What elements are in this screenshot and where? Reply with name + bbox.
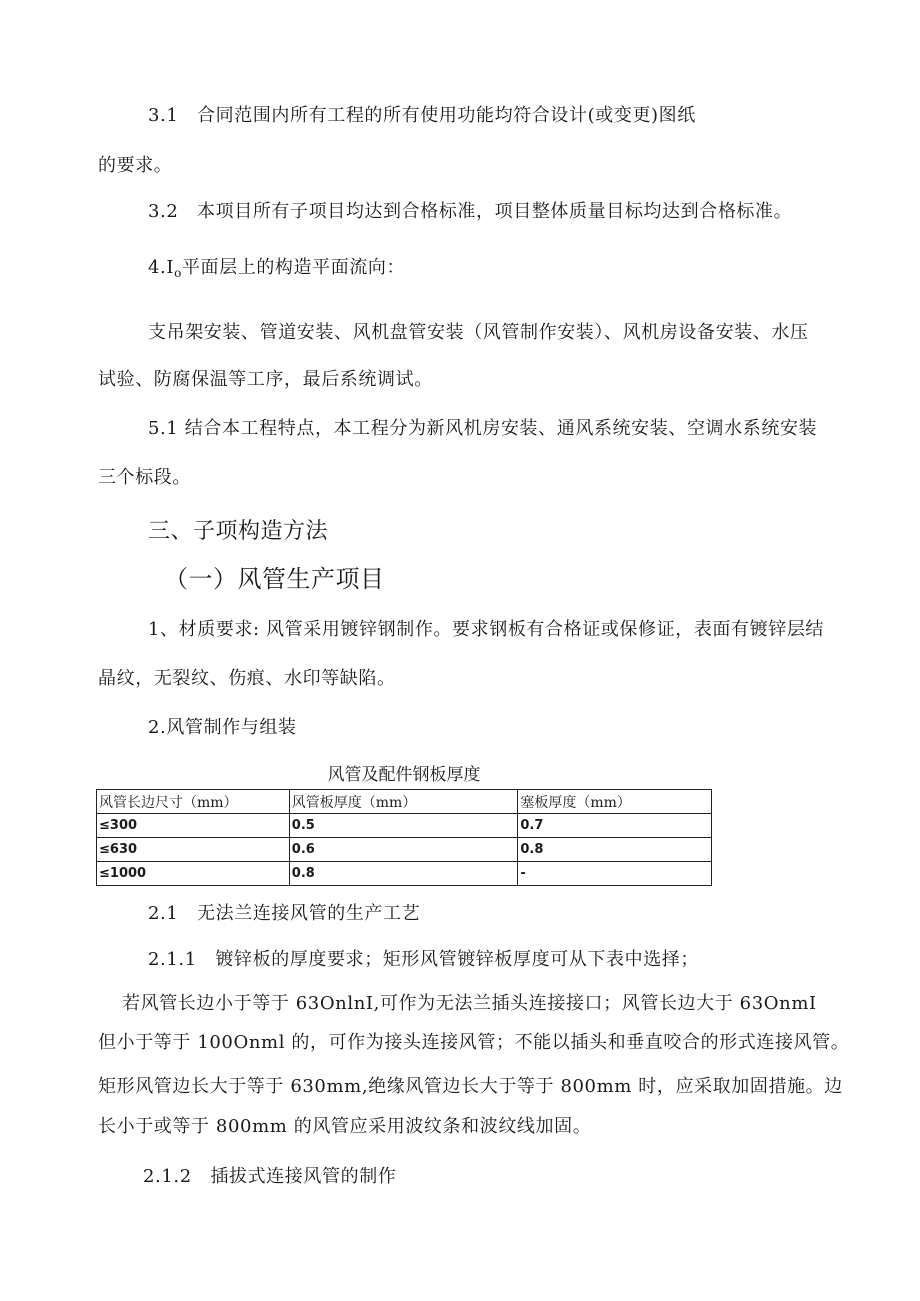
table-cell: 0.8 (518, 838, 712, 862)
table-caption: 风管及配件钢板厚度 (327, 765, 481, 785)
table-row (97, 862, 712, 886)
section-3-title: 三、子项构造方法 (148, 519, 329, 544)
table-cell: 0.8 (289, 862, 518, 886)
flow-line1: 支吊架安装、管道安装、风机盘管安装（风管制作安装）、风机房设备安装、水压 (148, 322, 809, 343)
table-header-row (97, 790, 712, 814)
table-cell: 0.7 (518, 814, 712, 838)
subsection-1-title: （一）风管生产项目 (164, 565, 385, 593)
table-cell: 0.6 (289, 838, 518, 862)
paragraph-4-1-subscript: o (174, 266, 182, 280)
paragraph-5-1-line2: 三个标段。 (98, 467, 191, 488)
paragraph-5-1-line1: 5.1 结合本工程特点，本工程分为新风机房安装、通风系统安装、空调水系统安装 (148, 418, 818, 439)
paragraph-4-1-text: 平面层上的构造平面流向： (181, 257, 406, 278)
table-cell: ≤1000 (97, 862, 290, 886)
paragraph-2-1-1: 2.1.1 镀锌板的厚度要求；矩形风管镀锌板厚度可从下表中选择； (148, 949, 699, 970)
paragraph-3-1-line2: 的要求。 (98, 155, 173, 176)
material-line2: 晶纹，无裂纹、伤痕、水印等缺陷。 (98, 668, 396, 689)
paragraph-2-1: 2.1 无法兰连接风管的生产工艺 (148, 903, 421, 924)
thickness-table (96, 789, 712, 886)
paragraph-4-1-prefix: 4.I (148, 257, 175, 278)
flow-line2: 试验、防腐保温等工序，最后系统调试。 (98, 369, 433, 390)
paragraph-2-1-2: 2.1.2 插拔式连接风管的制作 (143, 1166, 397, 1187)
table-cell: ≤300 (97, 814, 290, 838)
table-header-cell: 塞板厚度（mm） (518, 790, 712, 814)
body-2-1-1-line3: 矩形风管边长大于等于 630mm,绝缘风管边长大于等于 800mm 时，应采取加固措施。边 (98, 1076, 843, 1097)
table-header-cell: 风管长边尺寸（mm） (97, 790, 290, 814)
table-row (97, 838, 712, 862)
body-2-1-1-line1: 若风管长边小于等于 63OnlnI,可作为无法兰插头连接接口；风管长边大于 63OnmI (122, 993, 817, 1014)
paragraph-3-1-line1: 3.1 合同范围内所有工程的所有使用功能均符合设计(或变更)图纸 (148, 105, 696, 126)
table-header-cell: 风管板厚度（mm） (289, 790, 518, 814)
item-2-title: 2.风管制作与组装 (148, 717, 297, 738)
paragraph-4-1 (148, 256, 405, 285)
body-2-1-1-line4: 长小于或等于 800mm 的风管应采用波纹条和波纹线加固。 (98, 1116, 592, 1137)
body-2-1-1-line2: 但小于等于 100Onml 的，可作为接头连接风管；不能以插头和垂直咬合的形式连接风管。 (98, 1032, 850, 1053)
material-line1: 1、材质要求: 风管采用镀锌钢制作。要求钢板有合格证或保修证，表面有镀锌层结 (148, 619, 825, 640)
table-cell: - (518, 862, 712, 886)
paragraph-3-2: 3.2 本项目所有子项目均达到合格标准，项目整体质量目标均达到合格标准。 (148, 201, 793, 222)
table-row (97, 814, 712, 838)
table-cell: 0.5 (289, 814, 518, 838)
table-cell: ≤630 (97, 838, 290, 862)
